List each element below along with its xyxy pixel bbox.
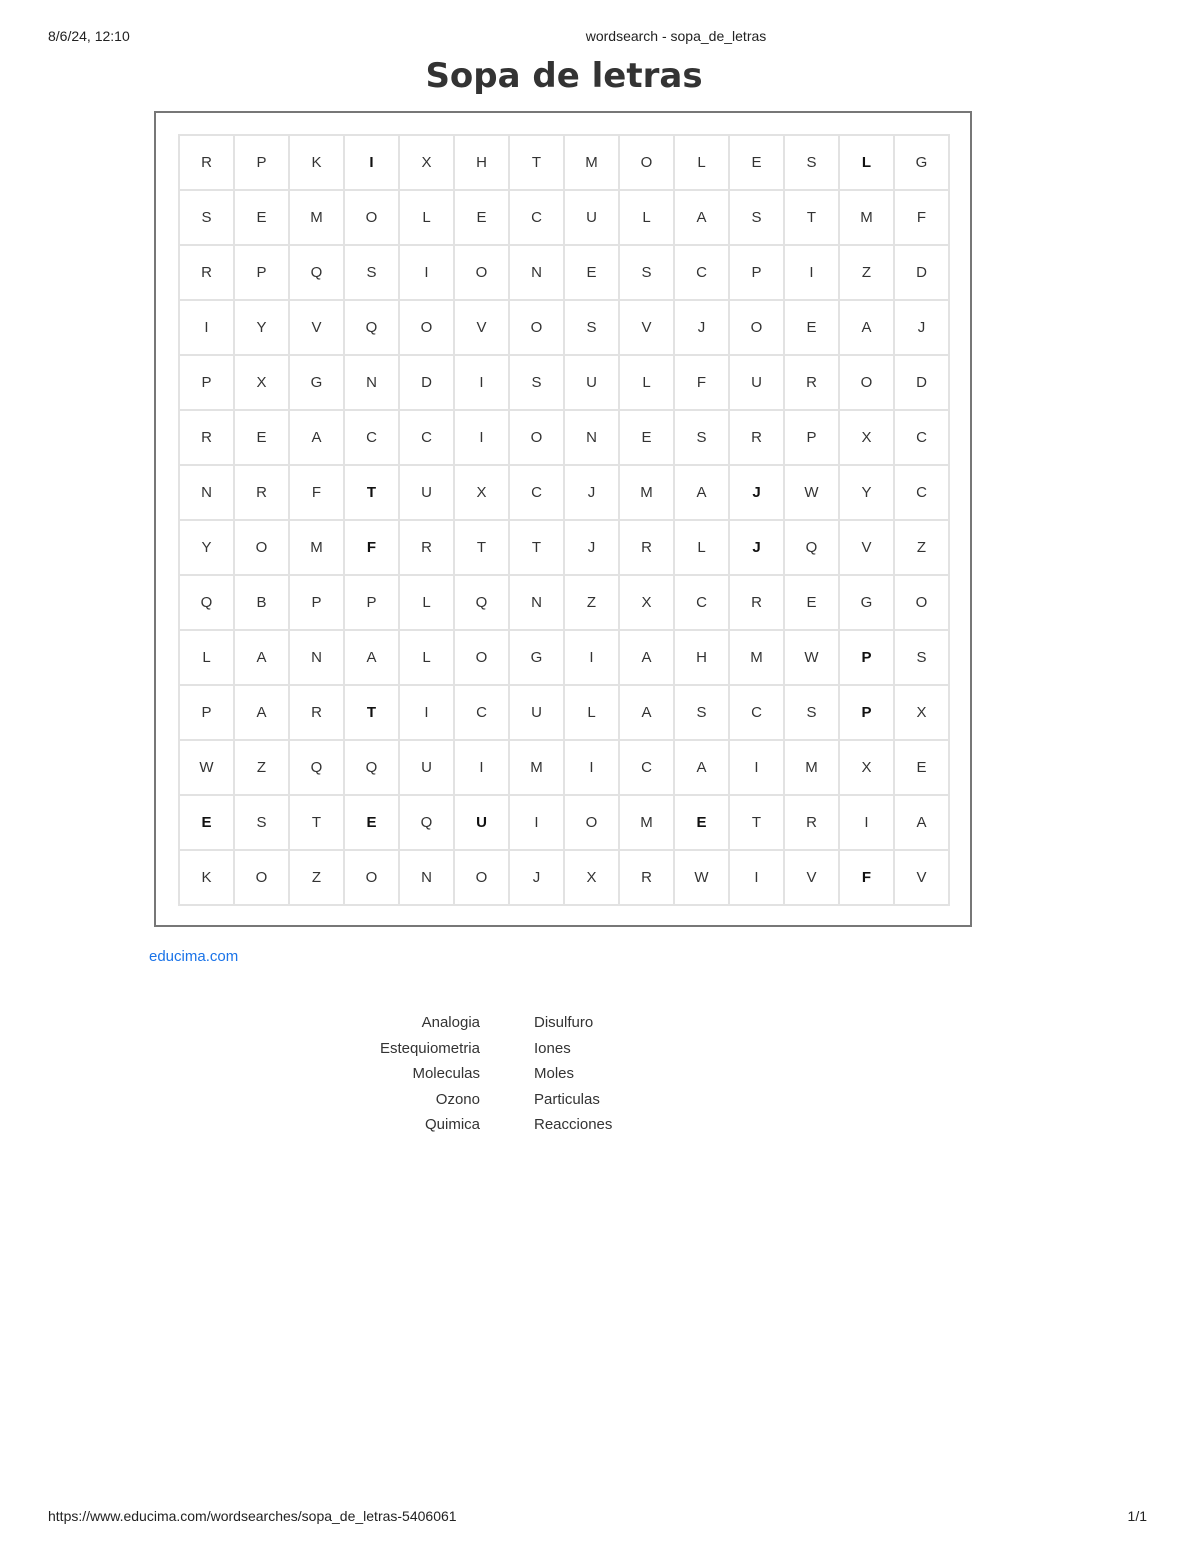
grid-cell: E	[730, 136, 785, 191]
grid-cell: A	[620, 631, 675, 686]
grid-cell: E	[235, 411, 290, 466]
grid-cell: L	[620, 191, 675, 246]
grid-cell: C	[510, 466, 565, 521]
grid-cell: I	[455, 411, 510, 466]
page-number: 1/1	[1127, 1508, 1147, 1524]
grid-cell: C	[675, 576, 730, 631]
grid-cell: U	[455, 796, 510, 851]
grid-cell: A	[235, 686, 290, 741]
grid-cell: E	[235, 191, 290, 246]
grid-cell: U	[565, 356, 620, 411]
grid-cell: V	[895, 851, 950, 906]
grid-cell: A	[675, 191, 730, 246]
grid-cell: J	[675, 301, 730, 356]
grid-cell: L	[840, 136, 895, 191]
grid-cell: I	[565, 741, 620, 796]
grid-cell: O	[345, 191, 400, 246]
letter-grid	[178, 134, 950, 906]
grid-cell: H	[455, 136, 510, 191]
grid-cell: J	[730, 521, 785, 576]
grid-cell: G	[840, 576, 895, 631]
print-url: https://www.educima.com/wordsearches/sopa_de_letras-5406061	[48, 1508, 457, 1524]
grid-cell: X	[840, 741, 895, 796]
grid-cell: P	[730, 246, 785, 301]
grid-cell: A	[345, 631, 400, 686]
grid-cell: B	[235, 576, 290, 631]
grid-cell: E	[345, 796, 400, 851]
grid-cell: J	[565, 521, 620, 576]
word-item: Moles	[534, 1065, 575, 1082]
grid-cell: S	[510, 356, 565, 411]
grid-cell: O	[400, 301, 455, 356]
grid-cell: S	[785, 686, 840, 741]
word-item: Estequiometria	[379, 1039, 480, 1057]
grid-cell: R	[180, 136, 235, 191]
grid-cell: T	[345, 686, 400, 741]
grid-cell: A	[675, 741, 730, 796]
grid-cell: C	[895, 466, 950, 521]
grid-cell: F	[290, 466, 345, 521]
grid-cell: T	[730, 796, 785, 851]
grid-cell: S	[565, 301, 620, 356]
grid-cell: C	[345, 411, 400, 466]
grid-cell: I	[840, 796, 895, 851]
grid-cell: N	[565, 411, 620, 466]
grid-cell: V	[455, 301, 510, 356]
grid-cell: T	[510, 521, 565, 576]
grid-cell: M	[565, 136, 620, 191]
grid-cell: R	[180, 411, 235, 466]
word-item: Analogia	[421, 1014, 480, 1031]
grid-cell: E	[620, 411, 675, 466]
grid-cell: V	[785, 851, 840, 906]
grid-cell: Q	[785, 521, 840, 576]
grid-cell: R	[180, 246, 235, 301]
grid-cell: P	[290, 576, 345, 631]
word-item: Reacciones	[534, 1116, 613, 1133]
grid-cell: F	[895, 191, 950, 246]
grid-cell: O	[730, 301, 785, 356]
grid-cell: D	[895, 246, 950, 301]
grid-cell: O	[840, 356, 895, 411]
grid-cell: A	[895, 796, 950, 851]
grid-cell: T	[510, 136, 565, 191]
grid-cell: E	[785, 301, 840, 356]
grid-cell: R	[290, 686, 345, 741]
grid-cell: Z	[290, 851, 345, 906]
grid-cell: I	[180, 301, 235, 356]
print-date: 8/6/24, 12:10	[48, 28, 130, 44]
grid-cell: Z	[840, 246, 895, 301]
grid-cell: E	[180, 796, 235, 851]
grid-cell: R	[235, 466, 290, 521]
grid-cell: Q	[455, 576, 510, 631]
grid-cell: J	[895, 301, 950, 356]
grid-cell: K	[290, 136, 345, 191]
grid-cell: X	[620, 576, 675, 631]
grid-cell: M	[730, 631, 785, 686]
grid-cell: I	[400, 246, 455, 301]
grid-cell: U	[400, 741, 455, 796]
grid-cell: N	[290, 631, 345, 686]
grid-cell: U	[565, 191, 620, 246]
grid-cell: C	[620, 741, 675, 796]
grid-cell: P	[840, 631, 895, 686]
grid-cell: S	[620, 246, 675, 301]
grid-cell: U	[400, 466, 455, 521]
grid-cell: Z	[565, 576, 620, 631]
grid-cell: T	[455, 521, 510, 576]
grid-cell: S	[345, 246, 400, 301]
grid-cell: S	[730, 191, 785, 246]
grid-cell: X	[455, 466, 510, 521]
grid-cell: O	[455, 631, 510, 686]
grid-cell: E	[895, 741, 950, 796]
grid-cell: H	[675, 631, 730, 686]
word-list-right	[534, 1010, 612, 1138]
grid-cell: Y	[235, 301, 290, 356]
grid-cell: M	[620, 466, 675, 521]
grid-cell: J	[510, 851, 565, 906]
grid-cell: A	[675, 466, 730, 521]
grid-cell: E	[675, 796, 730, 851]
grid-cell: R	[785, 796, 840, 851]
grid-cell: P	[235, 246, 290, 301]
grid-cell: D	[400, 356, 455, 411]
grid-cell: E	[565, 246, 620, 301]
credit-link[interactable]: educima.com	[149, 948, 239, 965]
grid-cell: M	[290, 191, 345, 246]
print-doc-title: wordsearch - sopa_de_letras	[585, 28, 767, 44]
grid-cell: N	[510, 246, 565, 301]
grid-cell: V	[290, 301, 345, 356]
grid-cell: N	[400, 851, 455, 906]
word-list-left	[380, 1010, 480, 1138]
grid-cell: R	[730, 576, 785, 631]
grid-cell: I	[455, 741, 510, 796]
grid-cell: G	[510, 631, 565, 686]
grid-cell: Y	[840, 466, 895, 521]
grid-cell: V	[840, 521, 895, 576]
word-item: Disulfuro	[534, 1014, 594, 1031]
grid-cell: J	[730, 466, 785, 521]
grid-cell: Q	[180, 576, 235, 631]
grid-cell: O	[235, 521, 290, 576]
grid-cell: Q	[290, 246, 345, 301]
grid-cell: Q	[345, 301, 400, 356]
grid-cell: O	[565, 796, 620, 851]
grid-cell: A	[290, 411, 345, 466]
grid-cell: C	[400, 411, 455, 466]
grid-cell: Y	[180, 521, 235, 576]
grid-cell: I	[510, 796, 565, 851]
grid-cell: K	[180, 851, 235, 906]
grid-cell: R	[620, 521, 675, 576]
grid-cell: I	[455, 356, 510, 411]
grid-cell: I	[785, 246, 840, 301]
grid-cell: M	[510, 741, 565, 796]
grid-cell: A	[620, 686, 675, 741]
grid-cell: P	[235, 136, 290, 191]
grid-cell: L	[565, 686, 620, 741]
grid-cell: X	[895, 686, 950, 741]
grid-cell: E	[455, 191, 510, 246]
grid-cell: W	[675, 851, 730, 906]
grid-cell: Q	[345, 741, 400, 796]
grid-cell: F	[675, 356, 730, 411]
grid-cell: R	[620, 851, 675, 906]
grid-cell: O	[510, 411, 565, 466]
grid-cell: V	[620, 301, 675, 356]
grid-cell: L	[400, 576, 455, 631]
word-item: Ozono	[435, 1090, 480, 1108]
grid-cell: Q	[290, 741, 345, 796]
grid-cell: W	[180, 741, 235, 796]
grid-cell: R	[400, 521, 455, 576]
grid-cell: I	[565, 631, 620, 686]
grid-cell: O	[895, 576, 950, 631]
word-item: Quimica	[424, 1116, 480, 1133]
grid-cell: L	[400, 631, 455, 686]
grid-cell: P	[180, 686, 235, 741]
grid-cell: C	[895, 411, 950, 466]
grid-cell: L	[675, 521, 730, 576]
grid-cell: P	[840, 686, 895, 741]
grid-cell: C	[675, 246, 730, 301]
grid-cell: M	[785, 741, 840, 796]
grid-cell: E	[785, 576, 840, 631]
grid-cell: T	[785, 191, 840, 246]
grid-cell: O	[510, 301, 565, 356]
page-title: Sopa de letras	[425, 56, 703, 96]
grid-cell: M	[290, 521, 345, 576]
grid-cell: M	[620, 796, 675, 851]
word-item: Iones	[534, 1039, 571, 1057]
grid-cell: O	[455, 246, 510, 301]
word-item: Particulas	[534, 1090, 600, 1108]
grid-cell: C	[455, 686, 510, 741]
grid-cell: N	[345, 356, 400, 411]
grid-cell: S	[785, 136, 840, 191]
grid-cell: R	[785, 356, 840, 411]
grid-cell: W	[785, 631, 840, 686]
grid-cell: S	[235, 796, 290, 851]
grid-cell: I	[730, 851, 785, 906]
grid-cell: T	[290, 796, 345, 851]
grid-cell: I	[345, 136, 400, 191]
grid-cell: X	[400, 136, 455, 191]
grid-cell: L	[180, 631, 235, 686]
grid-cell: A	[840, 301, 895, 356]
grid-cell: I	[400, 686, 455, 741]
grid-cell: X	[235, 356, 290, 411]
grid-cell: S	[675, 411, 730, 466]
grid-cell: F	[840, 851, 895, 906]
grid-cell: J	[565, 466, 620, 521]
grid-cell: X	[565, 851, 620, 906]
grid-cell: M	[840, 191, 895, 246]
grid-cell: C	[510, 191, 565, 246]
grid-cell: Z	[235, 741, 290, 796]
grid-cell: O	[455, 851, 510, 906]
grid-cell: S	[675, 686, 730, 741]
grid-cell: W	[785, 466, 840, 521]
grid-cell: L	[675, 136, 730, 191]
grid-cell: L	[620, 356, 675, 411]
grid-cell: O	[620, 136, 675, 191]
grid-cell: L	[400, 191, 455, 246]
grid-cell: R	[730, 411, 785, 466]
grid-cell: O	[345, 851, 400, 906]
grid-cell: P	[345, 576, 400, 631]
grid-cell: N	[180, 466, 235, 521]
grid-cell: P	[785, 411, 840, 466]
grid-cell: U	[730, 356, 785, 411]
grid-cell: S	[895, 631, 950, 686]
grid-cell: I	[730, 741, 785, 796]
grid-cell: T	[345, 466, 400, 521]
grid-cell: D	[895, 356, 950, 411]
grid-cell: C	[730, 686, 785, 741]
grid-cell: F	[345, 521, 400, 576]
grid-cell: G	[895, 136, 950, 191]
grid-cell: Q	[400, 796, 455, 851]
grid-cell: X	[840, 411, 895, 466]
grid-cell: S	[180, 191, 235, 246]
grid-cell: U	[510, 686, 565, 741]
grid-cell: G	[290, 356, 345, 411]
grid-cell: A	[235, 631, 290, 686]
grid-cell: P	[180, 356, 235, 411]
grid-cell: Z	[895, 521, 950, 576]
grid-cell: N	[510, 576, 565, 631]
grid-cell: O	[235, 851, 290, 906]
word-item: Moleculas	[412, 1065, 480, 1082]
